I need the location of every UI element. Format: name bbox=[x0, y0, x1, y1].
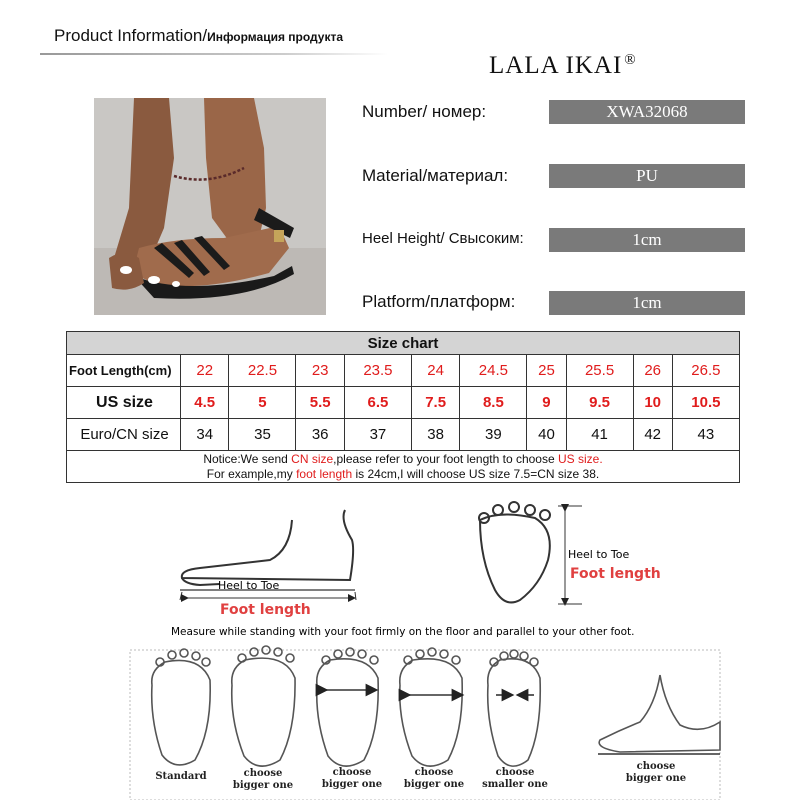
foot-thick-icon bbox=[400, 648, 462, 766]
table-cell: 5 bbox=[229, 387, 296, 419]
spec-value-material: PU bbox=[549, 164, 745, 188]
table-cell: 24 bbox=[411, 355, 459, 387]
spec-label-material: Material/материал: bbox=[362, 166, 509, 185]
size-notice: Notice:We send CN size,please refer to your foot length to choose US size. For example,my foot length is 24cm,I will choose US size 7.5=CN size 38. bbox=[67, 451, 740, 483]
top-foot-icon bbox=[479, 502, 550, 602]
table-cell: 6.5 bbox=[344, 387, 411, 419]
table-row bbox=[67, 419, 740, 451]
foot-caption-4b: bigger one bbox=[403, 779, 465, 790]
table-cell: 40 bbox=[527, 419, 566, 451]
size-chart-title: Size chart bbox=[67, 332, 740, 355]
table-cell: 35 bbox=[229, 419, 296, 451]
table-cell: 9.5 bbox=[566, 387, 633, 419]
table-cell: 36 bbox=[296, 419, 344, 451]
foot-standard-icon bbox=[152, 649, 210, 765]
foot-caption-6a: choose bbox=[636, 761, 676, 772]
table-cell: 22 bbox=[181, 355, 229, 387]
table-cell: 24.5 bbox=[460, 355, 527, 387]
table-cell: 22.5 bbox=[229, 355, 296, 387]
table-cell: 5.5 bbox=[296, 387, 344, 419]
table-cell: 38 bbox=[411, 419, 459, 451]
foot-wide-icon bbox=[232, 646, 295, 766]
title-en: Product Information/ bbox=[54, 26, 208, 45]
brand-logo: LALA IKAI ® bbox=[489, 52, 637, 79]
table-cell: 10.5 bbox=[672, 387, 739, 419]
table-cell: 39 bbox=[460, 419, 527, 451]
side-foot-icon bbox=[180, 510, 355, 590]
row-header-foot-length: Foot Length(cm) bbox=[67, 355, 181, 387]
table-cell: 26 bbox=[633, 355, 672, 387]
foot-caption-4a: choose bbox=[414, 767, 454, 778]
foot-caption-3a: choose bbox=[332, 767, 372, 778]
table-row bbox=[67, 387, 740, 419]
table-cell: 7.5 bbox=[411, 387, 459, 419]
foot-caption-2a: choose bbox=[243, 768, 283, 779]
foot-length-label-2: Foot length bbox=[570, 566, 661, 582]
title-ru: Информация продукта bbox=[207, 30, 344, 44]
spec-value-heel-height: 1cm bbox=[549, 228, 745, 252]
table-cell: 9 bbox=[527, 387, 566, 419]
table-cell: 34 bbox=[181, 419, 229, 451]
table-cell: 23 bbox=[296, 355, 344, 387]
foot-caption-5b: smaller one bbox=[482, 779, 548, 790]
table-cell: 42 bbox=[633, 419, 672, 451]
measurement-guide bbox=[0, 490, 800, 800]
foot-caption-2b: bigger one bbox=[232, 780, 294, 791]
table-cell: 25 bbox=[527, 355, 566, 387]
table-cell: 10 bbox=[633, 387, 672, 419]
spec-label-platform: Platform/платформ: bbox=[362, 292, 516, 311]
heel-to-toe-label-1: Heel to Toe bbox=[218, 579, 280, 592]
table-cell: 25.5 bbox=[566, 355, 633, 387]
table-cell: 23.5 bbox=[344, 355, 411, 387]
sandal-photo-illustration bbox=[94, 98, 326, 315]
table-cell: 41 bbox=[566, 419, 633, 451]
table-cell: 26.5 bbox=[672, 355, 739, 387]
row-header-us-size: US size bbox=[67, 387, 181, 419]
row-header-euro-cn-size: Euro/CN size bbox=[67, 419, 181, 451]
size-chart-table bbox=[66, 331, 740, 483]
spec-label-heel-height: Heel Height/ Свысоким: bbox=[362, 230, 524, 247]
spec-label-number: Number/ номер: bbox=[362, 102, 487, 121]
table-cell: 8.5 bbox=[460, 387, 527, 419]
foot-caption-1: Standard bbox=[155, 771, 207, 782]
foot-caption-3b: bigger one bbox=[321, 779, 383, 790]
table-cell: 4.5 bbox=[181, 387, 229, 419]
spec-value-number: XWA32068 bbox=[549, 100, 745, 124]
foot-caption-5a: choose bbox=[495, 767, 535, 778]
title-underline bbox=[40, 53, 388, 55]
product-photo bbox=[94, 98, 326, 315]
foot-length-label-1: Foot length bbox=[220, 602, 311, 618]
spec-value-platform: 1cm bbox=[549, 291, 745, 315]
section-title bbox=[54, 26, 343, 46]
table-cell: 43 bbox=[672, 419, 739, 451]
foot-narrow-icon bbox=[488, 650, 541, 766]
table-cell: 37 bbox=[344, 419, 411, 451]
foot-high-arch-icon bbox=[317, 648, 378, 766]
table-row bbox=[67, 355, 740, 387]
foot-high-instep-icon bbox=[598, 675, 720, 754]
measure-instruction: Measure while standing with your foot firmly on the floor and parallel to your other foot. bbox=[171, 626, 635, 638]
foot-caption-6b: bigger one bbox=[625, 773, 687, 784]
heel-to-toe-label-2: Heel to Toe bbox=[568, 548, 630, 561]
